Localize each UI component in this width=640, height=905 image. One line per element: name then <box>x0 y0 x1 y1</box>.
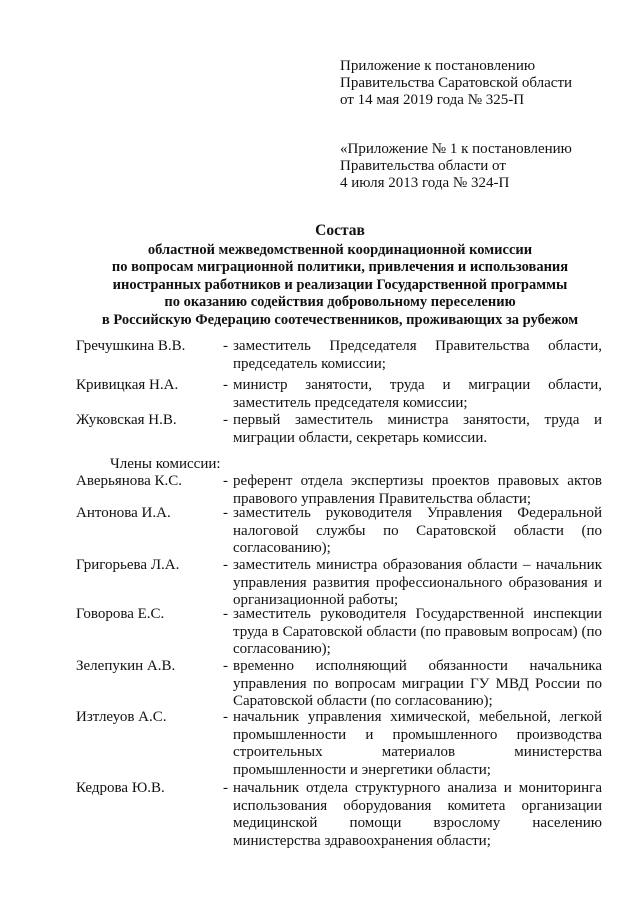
separator-dash: - <box>223 606 228 622</box>
member-row-0 <box>76 473 616 508</box>
person-name: Говорова Е.С. <box>76 606 165 622</box>
separator-dash: - <box>223 658 228 674</box>
member-row-4 <box>76 658 616 711</box>
separator-dash: - <box>223 473 228 489</box>
separator-dash: - <box>223 412 228 428</box>
member-row-1 <box>76 505 616 558</box>
separator-dash: - <box>223 338 228 354</box>
appendix-line: «Приложение № 1 к постановлению <box>340 141 572 157</box>
appendix-reference-original <box>340 141 620 192</box>
person-name: Зелепукин А.В. <box>76 658 176 674</box>
appendix-line: 4 июля 2013 года № 324-П <box>340 175 510 191</box>
members-heading: Члены комиссии: <box>110 456 221 472</box>
person-role: заместитель руководителя Государственной инспекции труда в Саратовской области (по правовым вопросам) (по согласованию); <box>233 606 602 658</box>
appendix-reference-current <box>340 58 620 109</box>
person-role: временно исполняющий обязанности начальника управления по вопросам миграции ГУ МВД России по Саратовской области (по согласованию); <box>233 658 602 710</box>
person-role: заместитель Председателя Правительства области, председатель комиссии; <box>233 338 602 372</box>
separator-dash: - <box>223 780 228 796</box>
title-line: иностранных работников и реализации Государственной программы <box>112 276 568 293</box>
title-line: по оказанию содействия добровольному переселению <box>164 294 516 311</box>
person-name: Гречушкина В.В. <box>76 338 186 354</box>
appendix-line: от 14 мая 2019 года № 325-П <box>340 92 525 108</box>
title-main: Состав <box>315 222 365 239</box>
person-name: Жуковская Н.В. <box>76 412 177 428</box>
appendix-line: Приложение к постановлению <box>340 58 536 74</box>
appendix-line: Правительства Саратовской области <box>340 75 573 91</box>
document-title <box>60 222 620 330</box>
leadership-row-1 <box>76 377 616 412</box>
person-role: референт отдела экспертизы проектов правовых актов правового управления Правительства области; <box>233 473 602 507</box>
person-role: заместитель министра образования области – начальник управления развития профессионального образования и организационной работы; <box>233 557 602 609</box>
person-role: первый заместитель министра занятости, труда и миграции области, секретарь комиссии. <box>233 412 602 446</box>
person-name: Антонова И.А. <box>76 505 171 521</box>
person-role: начальник управления химической, мебельной, легкой промышленности и промышленного производства строительных материалов министерства промышленности и энергетики области; <box>233 709 602 778</box>
separator-dash: - <box>223 709 228 725</box>
person-name: Аверьянова К.С. <box>76 473 183 489</box>
title-line: областной межведомственной координационной комиссии <box>147 241 533 258</box>
person-role: министр занятости, труда и миграции области, заместитель председателя комиссии; <box>233 377 602 411</box>
separator-dash: - <box>223 505 228 521</box>
person-name: Григорьева Л.А. <box>76 557 180 573</box>
member-row-6 <box>76 780 616 850</box>
person-name: Изтлеуов А.С. <box>76 709 167 725</box>
person-name: Кривицкая Н.А. <box>76 377 179 393</box>
member-row-5 <box>76 709 616 779</box>
member-row-3 <box>76 606 616 659</box>
separator-dash: - <box>223 377 228 393</box>
leadership-row-0 <box>76 338 616 373</box>
appendix-line: Правительства области от <box>340 158 506 174</box>
leadership-row-2 <box>76 412 616 447</box>
title-line: по вопросам миграционной политики, привлечения и использования <box>111 259 569 276</box>
person-role: заместитель руководителя Управления Федеральной налоговой службы по Саратовской области (по согласованию); <box>233 505 602 557</box>
title-line: в Российскую Федерацию соотечественников, проживающих за рубежом <box>101 311 579 328</box>
member-row-2 <box>76 557 616 610</box>
person-role: начальник отдела структурного анализа и мониторинга использования оборудования комитета организации медицинской помощи взрослому населению министерства здравоохранения области; <box>233 780 602 849</box>
person-name: Кедрова Ю.В. <box>76 780 165 796</box>
separator-dash: - <box>223 557 228 573</box>
